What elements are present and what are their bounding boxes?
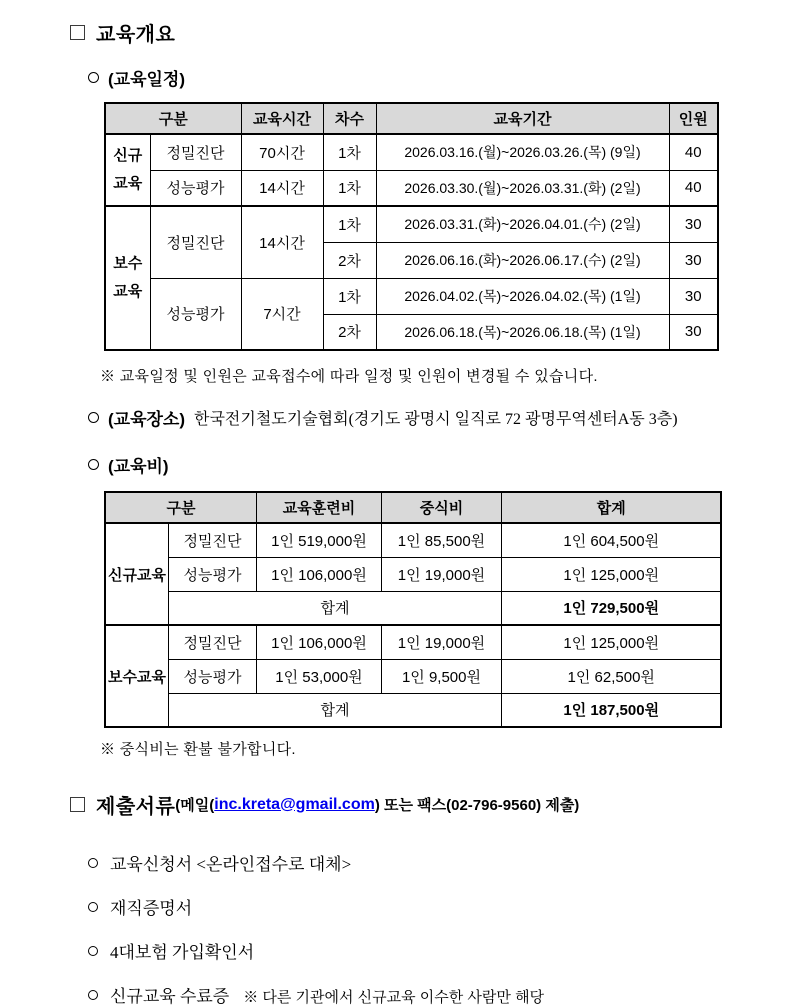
circle-bullet-icon: [88, 459, 99, 470]
session-cell: 2차: [323, 314, 376, 350]
course-cell: 성능평가: [168, 557, 256, 591]
col-header-training-fee: 교육훈련비: [256, 492, 381, 523]
sum-label-cell: 합계: [168, 591, 501, 625]
col-header-category: 구분: [105, 492, 256, 523]
period-cell: 2026.06.18.(목)~2026.06.18.(목) (1일): [376, 314, 669, 350]
course-cell: 성능평가: [150, 278, 241, 350]
period-cell: 2026.04.02.(목)~2026.04.02.(목) (1일): [376, 278, 669, 314]
capacity-cell: 30: [669, 242, 718, 278]
period-cell: 2026.06.16.(화)~2026.06.17.(수) (2일): [376, 242, 669, 278]
submit-method-post: ) 또는 팩스(02-796-9560) 제출): [374, 797, 580, 814]
list-item: [88, 894, 793, 919]
table-row: [105, 625, 721, 659]
training-fee-cell: 1인 106,000원: [256, 557, 381, 591]
circle-bullet-icon: [88, 858, 98, 868]
list-item: [88, 850, 793, 875]
circle-bullet-icon: [88, 990, 98, 1000]
session-cell: 1차: [323, 134, 376, 170]
group-label-line: 보수: [113, 255, 143, 273]
doc-note: ※ 다른 기관에서 신규교육 이수한 사람만 해당: [243, 989, 545, 1006]
schedule-subheading: [88, 65, 793, 90]
location-line: [88, 405, 793, 430]
total-cell: 1인 125,000원: [501, 625, 721, 659]
doc-text: 4대보험 가입확인서: [110, 943, 255, 962]
overview-title: 교육개요: [96, 24, 176, 46]
group-label-line: 교육: [113, 283, 143, 300]
sum-total-cell: 1인 729,500원: [501, 591, 721, 625]
doc-text: 교육신청서 <온라인접수로 대체>: [110, 855, 352, 874]
total-cell: 1인 604,500원: [501, 523, 721, 557]
group-label-cell: 보수교육: [105, 625, 168, 727]
col-header-hours: 교육시간: [241, 103, 323, 134]
location-value: 한국전기철도기술협회(경기도 광명시 일직로 72 광명무역센터A동 3층): [194, 411, 678, 428]
fee-note: ※ 중식비는 환불 불가합니다.: [100, 741, 296, 758]
course-cell: 정밀진단: [150, 206, 241, 278]
group-label-cell: 신규교육: [105, 523, 168, 625]
course-cell: 성능평가: [150, 170, 241, 206]
fee-subheading: [88, 452, 793, 477]
period-cell: 2026.03.30.(월)~2026.03.31.(화) (2일): [376, 170, 669, 206]
period-cell: 2026.03.31.(화)~2026.04.01.(수) (2일): [376, 206, 669, 242]
sum-label-cell: 합계: [168, 693, 501, 727]
table-row: [105, 170, 718, 206]
group-label-line: 신규: [113, 147, 143, 165]
session-cell: 1차: [323, 278, 376, 314]
list-item: [88, 938, 793, 963]
col-header-lunch-fee: 중식비: [381, 492, 501, 523]
course-cell: 정밀진단: [168, 625, 256, 659]
course-cell: 정밀진단: [168, 523, 256, 557]
group-label-line: 교육: [113, 175, 143, 192]
fee-header-row: [105, 492, 721, 523]
hours-cell: 14시간: [241, 170, 323, 206]
schedule-table: [104, 102, 719, 351]
col-header-capacity: 인원: [669, 103, 718, 134]
capacity-cell: 40: [669, 134, 718, 170]
submit-title: 제출서류: [96, 796, 176, 818]
section-heading-submit: [70, 790, 793, 819]
table-row: [105, 278, 718, 314]
table-row: [105, 206, 718, 242]
period-cell: 2026.03.16.(월)~2026.03.26.(목) (9일): [376, 134, 669, 170]
square-bullet-icon: [70, 25, 85, 40]
training-fee-cell: 1인 519,000원: [256, 523, 381, 557]
location-label: (교육장소): [108, 410, 186, 429]
capacity-cell: 30: [669, 206, 718, 242]
list-item: [88, 982, 793, 1007]
session-cell: 2차: [323, 242, 376, 278]
group-label-cell: [105, 206, 150, 350]
circle-bullet-icon: [88, 902, 98, 912]
sum-total-cell: 1인 187,500원: [501, 693, 721, 727]
group-label-cell: [105, 134, 150, 206]
circle-bullet-icon: [88, 412, 99, 423]
fee-table: [104, 491, 722, 728]
table-row: [105, 557, 721, 591]
circle-bullet-icon: [88, 72, 99, 83]
course-cell: 성능평가: [168, 659, 256, 693]
circle-bullet-icon: [88, 946, 98, 956]
square-bullet-icon: [70, 797, 85, 812]
total-cell: 1인 125,000원: [501, 557, 721, 591]
schedule-label: (교육일정): [108, 70, 186, 89]
sum-row: [105, 693, 721, 727]
lunch-fee-cell: 1인 9,500원: [381, 659, 501, 693]
table-row: [105, 659, 721, 693]
fee-label: (교육비): [108, 457, 169, 476]
training-fee-cell: 1인 53,000원: [256, 659, 381, 693]
hours-cell: 7시간: [241, 278, 323, 350]
hours-cell: 70시간: [241, 134, 323, 170]
doc-text: 재직증명서: [110, 899, 193, 918]
capacity-cell: 40: [669, 170, 718, 206]
section-heading-overview: [70, 18, 793, 47]
lunch-fee-cell: 1인 19,000원: [381, 625, 501, 659]
total-cell: 1인 62,500원: [501, 659, 721, 693]
hours-cell: 14시간: [241, 206, 323, 278]
table-row: [105, 523, 721, 557]
col-header-category: 구분: [105, 103, 241, 134]
email-link[interactable]: inc.kreta@gmail.com: [214, 795, 375, 813]
course-cell: 정밀진단: [150, 134, 241, 170]
table-row: [105, 134, 718, 170]
sum-row: [105, 591, 721, 625]
required-documents-list: [88, 850, 793, 1007]
col-header-session: 차수: [323, 103, 376, 134]
capacity-cell: 30: [669, 314, 718, 350]
doc-text: 신규교육 수료증: [110, 987, 230, 1006]
schedule-header-row: [105, 103, 718, 134]
col-header-period: 교육기간: [376, 103, 669, 134]
capacity-cell: 30: [669, 278, 718, 314]
session-cell: 1차: [323, 206, 376, 242]
lunch-fee-cell: 1인 85,500원: [381, 523, 501, 557]
schedule-note: ※ 교육일정 및 인원은 교육접수에 따라 일정 및 인원이 변경될 수 있습니다.: [100, 368, 598, 385]
submit-method-pre: (메일(: [175, 797, 215, 814]
col-header-total: 합계: [501, 492, 721, 523]
lunch-fee-cell: 1인 19,000원: [381, 557, 501, 591]
session-cell: 1차: [323, 170, 376, 206]
training-fee-cell: 1인 106,000원: [256, 625, 381, 659]
